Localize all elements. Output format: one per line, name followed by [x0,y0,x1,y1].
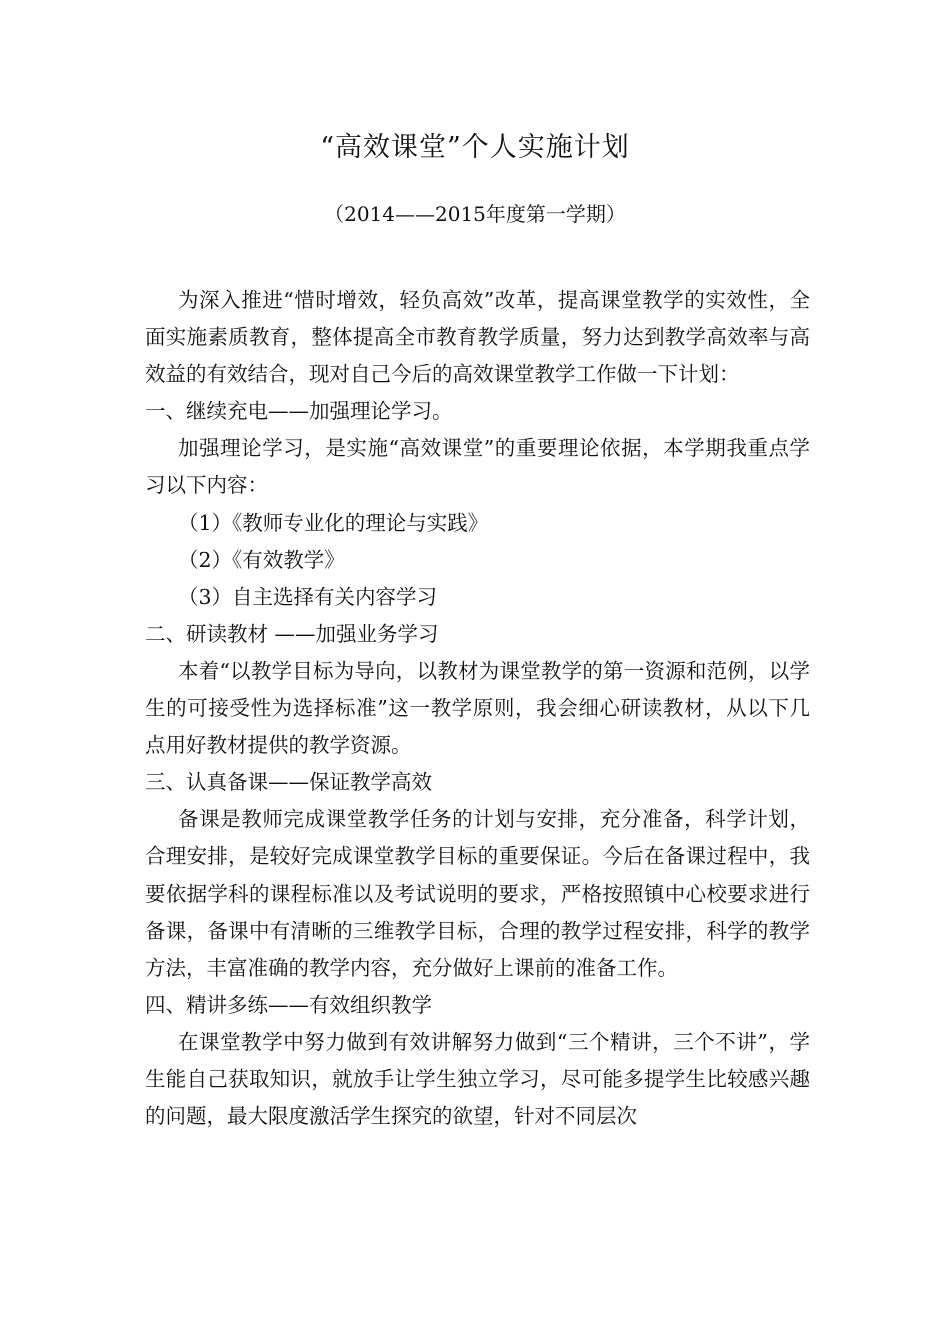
section-3-paragraph: 备课是教师完成课堂教学任务的计划与安排，充分准备，科学计划，合理安排，是较好完成课堂教学目标的重要保证。今后在备课过程中，我要依据学科的课程标准以及考试说明的要求，严格按照镇中心校要求进行备课，备课中有清晰的三维教学目标，合理的教学过程安排，科学的教学方法，丰富准确的教学内容，充分做好上课前的准备工作。 [145,807,810,980]
section-heading-1: 一、继续充电——加强理论学习。 [145,399,453,424]
section-1-paragraph: 加强理论学习，是实施“高效课堂”的重要理论依据，本学期我重点学习以下内容： [145,436,810,498]
section-heading-3: 三、认真备课——保证教学高效 [145,770,432,795]
document-subtitle: （2014——2015年度第一学期） [324,202,626,226]
section-heading-2: 二、研读教材 ——加强业务学习 [145,621,439,646]
list-item: （2）《有效教学》 [178,547,345,572]
section-heading-4: 四、精讲多练——有效组织教学 [145,992,432,1017]
section-2-paragraph: 本着“以教学目标为导向，以教材为课堂教学的第一资源和范例，以学生的可接受性为选择标准”这一教学原则，我会细心研读教材，从以下几点用好教材提供的教学资源。 [145,658,810,758]
intro-paragraph: 为深入推进“惜时增效，轻负高效”改革，提高课堂教学的实效性，全面实施素质教育，整体提高全市教育教学质量，努力达到教学高效率与高效益的有效结合，现对自己今后的高效课堂教学工作做一下计划： [145,288,810,387]
list-item: （1）《教师专业化的理论与实践》 [178,510,489,535]
section-4-paragraph: 在课堂教学中努力做到有效讲解努力做到“三个精讲，三个不讲”，学生能自己获取知识，就放手让学生独立学习，尽可能多提学生比较感兴趣的问题，最大限度激活学生探究的欲望，针对不同层次 [145,1029,810,1129]
document-body [145,282,810,1135]
list-item: （3）自主选择有关内容学习 [178,584,438,609]
document-title: “高效课堂”个人实施计划 [320,132,630,163]
